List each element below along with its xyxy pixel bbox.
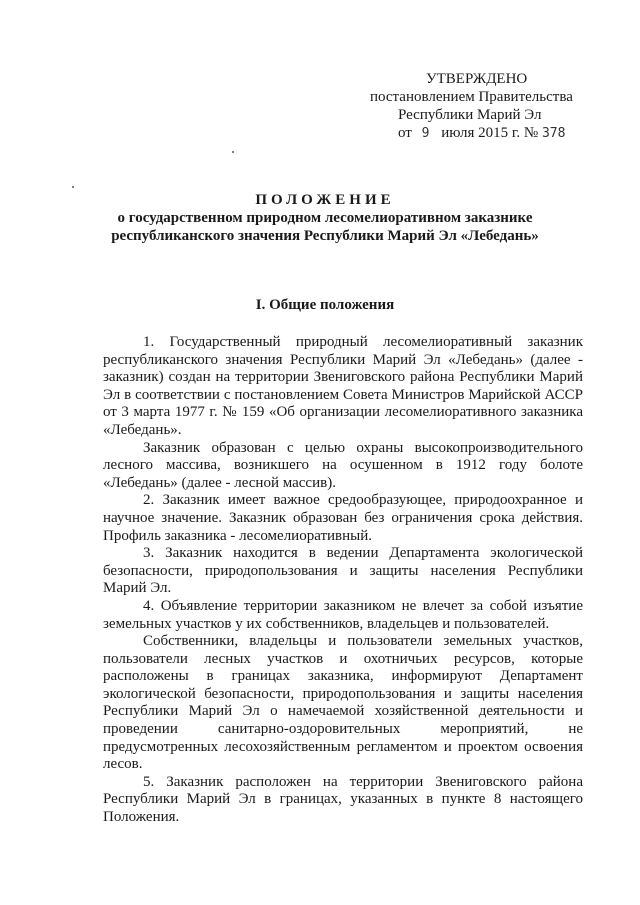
- section-title: I. Общие положения: [255, 297, 395, 313]
- document-subtitle-line2: республиканского значения Республики Марий Эл «Лебедань»: [111, 228, 539, 244]
- document-subtitle-line1: о государственном природном лесомелиоративном заказнике: [117, 210, 533, 226]
- scan-speck: [72, 186, 74, 188]
- paragraph: 5. Заказник расположен на территории Звениговского района Республики Марий Эл в границах, указанных в пункте 8 настоящего Положения.: [103, 773, 583, 826]
- approval-from: от: [398, 125, 412, 141]
- approval-date-number: [370, 124, 610, 143]
- approval-government: Республики Марий Эл: [398, 107, 542, 123]
- paragraph: 1. Государственный природный лесомелиоративный заказник республиканского значения Республики Марий Эл «Лебедань» (далее - заказник) создан на территории Звениговского района Республики Марий Эл в соответствии с постановлением Совета Министров Марийской АССР от 3 марта 1977 г. № 159 «Об организации лесомелиоративного заказника «Лебедань».: [103, 334, 583, 438]
- paragraph: Заказник образован с целью охраны высокопроизводительного лесного массива, возникшего на осушенном в 1912 году болоте «Лебедань» (далее - лесной массив).: [103, 439, 583, 491]
- document-title-block: [90, 191, 560, 245]
- approval-stamp: [370, 70, 610, 143]
- paragraph: Собственники, владельцы и пользователи земельных участков, пользователи лесных участков и охотничьих ресурсов, которые расположены в границах заказника, информируют Департамент экологической безопасности, природопользования и защиты населения Республики Марий Эл о намечаемой хозяйственной деятельности и проведении санитарно-оздоровительных мероприятий, не предусмотренных лесохозяйственным регламентом и проектом освоения лесов.: [103, 633, 583, 773]
- scan-speck: [232, 151, 234, 153]
- document-body: [103, 334, 583, 827]
- approval-heading: УТВЕРЖДЕНО: [426, 71, 528, 87]
- approval-number: 378: [541, 126, 566, 141]
- document-title: ПОЛОЖЕНИЕ: [255, 192, 395, 208]
- paragraph: 4. Объявление территории заказником не влечет за собой изъятие земельных участков у их собственников, владельцев и пользователей.: [103, 597, 583, 632]
- approval-day: 9: [421, 126, 430, 141]
- approval-by-resolution: постановлением Правительства: [370, 89, 573, 105]
- paragraph: 2. Заказник имеет важное средообразующее, природоохранное и научное значение. Заказник образован без ограничения срока действия. Профиль заказника - лесомелиоративный.: [103, 492, 583, 544]
- paragraph: 3. Заказник находится в ведении Департамента экологической безопасности, природопользования и защиты населения Республики Марий Эл.: [103, 545, 583, 597]
- approval-month-year: июля 2015 г. №: [441, 125, 539, 141]
